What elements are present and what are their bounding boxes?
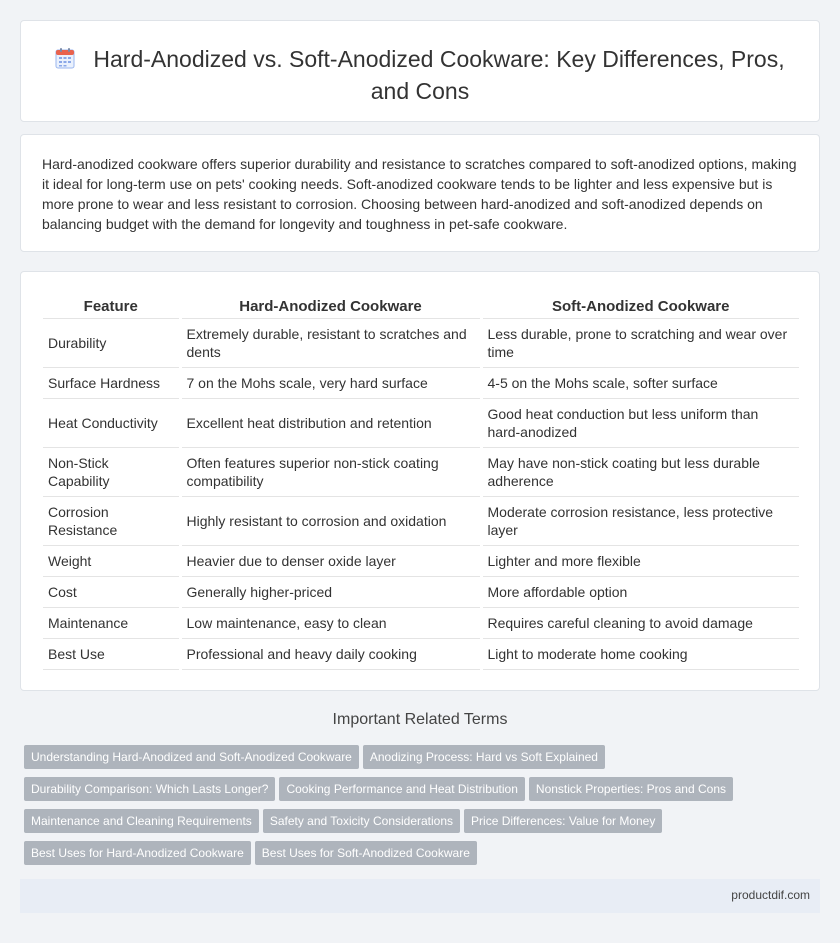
- comparison-card: [20, 271, 820, 691]
- hard-cell: Heavier due to denser oxide layer: [180, 545, 481, 576]
- footer: [20, 879, 820, 913]
- intro-paragraph: Hard-anodized cookware offers superior durability and resistance to scratches compared to soft-anodized options, making it ideal for long-term use on pets' cooking needs. Soft-anodized cookware tends to be lighter and less expensive but is more prone to wear and less resistant to corrosion. Choosing between hard-anodized and soft-anodized depends on balancing budget with the demand for longevity and toughness in pet-safe cookware.: [42, 156, 797, 232]
- soft-cell: Moderate corrosion resistance, less protective layer: [481, 496, 799, 545]
- hard-cell: Often features superior non-stick coating compatibility: [180, 447, 481, 496]
- feature-cell: Non-Stick Capability: [43, 447, 180, 496]
- table-header-row: [43, 296, 799, 318]
- intro-card: [20, 134, 820, 252]
- feature-cell: Surface Hardness: [43, 367, 180, 398]
- table-row: [43, 447, 799, 496]
- soft-cell: Good heat conduction but less uniform than hard-anodized: [481, 398, 799, 447]
- related-tag[interactable]: Anodizing Process: Hard vs Soft Explained: [363, 745, 605, 769]
- related-tag[interactable]: Price Differences: Value for Money: [464, 809, 662, 833]
- soft-cell: Lighter and more flexible: [481, 545, 799, 576]
- related-tag[interactable]: Best Uses for Soft-Anodized Cookware: [255, 841, 477, 865]
- table-row: [43, 607, 799, 638]
- table-row: [43, 638, 799, 669]
- feature-cell: Maintenance: [43, 607, 180, 638]
- hard-cell: Extremely durable, resistant to scratches and dents: [180, 318, 481, 367]
- related-tag[interactable]: Durability Comparison: Which Lasts Longer?: [24, 777, 275, 801]
- soft-cell: More affordable option: [481, 576, 799, 607]
- title-card: [20, 20, 820, 122]
- tag-row: [24, 841, 814, 873]
- hard-cell: 7 on the Mohs scale, very hard surface: [180, 367, 481, 398]
- feature-cell: Heat Conductivity: [43, 398, 180, 447]
- hard-cell: Generally higher-priced: [180, 576, 481, 607]
- table-row: [43, 576, 799, 607]
- table-row: [43, 367, 799, 398]
- related-tag[interactable]: Best Uses for Hard-Anodized Cookware: [24, 841, 251, 865]
- related-tag[interactable]: Nonstick Properties: Pros and Cons: [529, 777, 733, 801]
- related-terms-heading: Important Related Terms: [332, 711, 508, 728]
- related-tag[interactable]: Maintenance and Cleaning Requirements: [24, 809, 259, 833]
- header-hard-anodized: Hard-Anodized Cookware: [180, 296, 481, 318]
- tag-row: [24, 777, 814, 809]
- hard-cell: Low maintenance, easy to clean: [180, 607, 481, 638]
- feature-cell: Best Use: [43, 638, 180, 669]
- feature-cell: Durability: [43, 318, 180, 367]
- calendar-icon: [55, 47, 75, 69]
- feature-cell: Cost: [43, 576, 180, 607]
- feature-cell: Weight: [43, 545, 180, 576]
- soft-cell: Light to moderate home cooking: [481, 638, 799, 669]
- soft-cell: May have non-stick coating but less durable adherence: [481, 447, 799, 496]
- table-row: [43, 318, 799, 367]
- feature-cell: Corrosion Resistance: [43, 496, 180, 545]
- table-row: [43, 545, 799, 576]
- hard-cell: Highly resistant to corrosion and oxidation: [180, 496, 481, 545]
- soft-cell: 4-5 on the Mohs scale, softer surface: [481, 367, 799, 398]
- hard-cell: Excellent heat distribution and retention: [180, 398, 481, 447]
- hard-cell: Professional and heavy daily cooking: [180, 638, 481, 669]
- related-terms-tags: [24, 745, 814, 873]
- page-title-wrap: [21, 43, 819, 107]
- related-tag[interactable]: Safety and Toxicity Considerations: [263, 809, 460, 833]
- related-tag[interactable]: Cooking Performance and Heat Distribution: [279, 777, 524, 801]
- table-row: [43, 398, 799, 447]
- footer-site-link[interactable]: productdif.com: [731, 888, 810, 902]
- tag-row: [24, 809, 814, 841]
- comparison-table: [43, 296, 799, 670]
- soft-cell: Less durable, prone to scratching and wear over time: [481, 318, 799, 367]
- header-feature: Feature: [43, 296, 180, 318]
- related-tag[interactable]: Understanding Hard-Anodized and Soft-Anodized Cookware: [24, 745, 359, 769]
- tag-row: [24, 745, 814, 777]
- table-row: [43, 496, 799, 545]
- page-title: Hard-Anodized vs. Soft-Anodized Cookware: Key Differences, Pros, and Cons: [93, 46, 785, 104]
- header-soft-anodized: Soft-Anodized Cookware: [481, 296, 799, 318]
- soft-cell: Requires careful cleaning to avoid damage: [481, 607, 799, 638]
